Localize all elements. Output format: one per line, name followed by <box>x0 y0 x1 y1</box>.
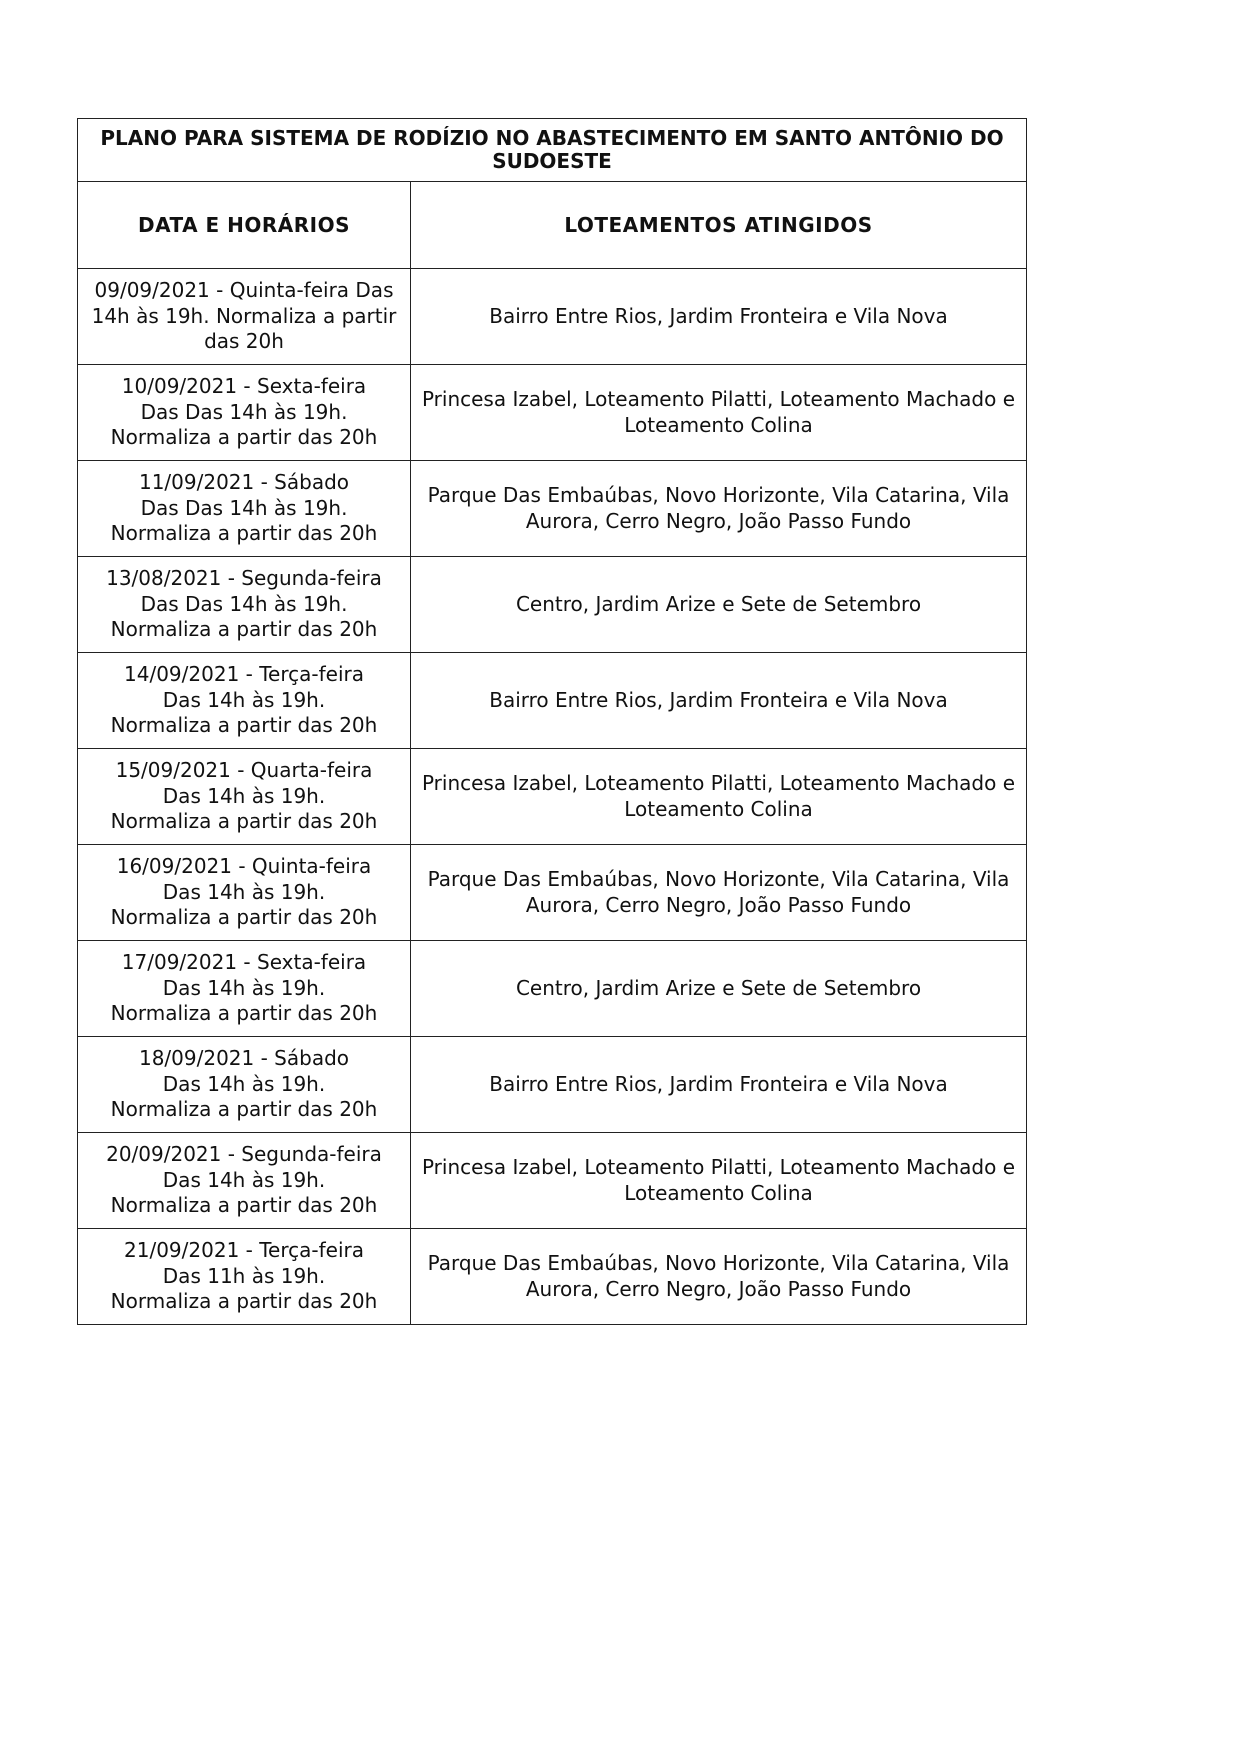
affected-areas-cell: Princesa Izabel, Loteamento Pilatti, Loteamento Machado e Loteamento Colina <box>411 1133 1027 1229</box>
affected-areas-cell: Bairro Entre Rios, Jardim Fronteira e Vila Nova <box>411 653 1027 749</box>
schedule-date-cell: 13/08/2021 - Segunda-feira Das Das 14h às 19h. Normaliza a partir das 20h <box>78 557 411 653</box>
schedule-date-cell: 18/09/2021 - Sábado Das 14h às 19h. Normaliza a partir das 20h <box>78 1037 411 1133</box>
schedule-date-cell: 20/09/2021 - Segunda-feira Das 14h às 19h. Normaliza a partir das 20h <box>78 1133 411 1229</box>
affected-areas-cell: Princesa Izabel, Loteamento Pilatti, Loteamento Machado e Loteamento Colina <box>411 365 1027 461</box>
table-row <box>78 1229 1027 1325</box>
schedule-table <box>77 118 1027 1325</box>
column-header-areas: LOTEAMENTOS ATINGIDOS <box>411 182 1027 269</box>
title-row <box>78 119 1027 182</box>
table-row <box>78 749 1027 845</box>
table-row <box>78 1133 1027 1229</box>
affected-areas-cell: Centro, Jardim Arize e Sete de Setembro <box>411 557 1027 653</box>
table-row <box>78 269 1027 365</box>
affected-areas-cell: Parque Das Embaúbas, Novo Horizonte, Vila Catarina, Vila Aurora, Cerro Negro, João Passo Fundo <box>411 1229 1027 1325</box>
table-row <box>78 461 1027 557</box>
schedule-date-cell: 11/09/2021 - Sábado Das Das 14h às 19h. Normaliza a partir das 20h <box>78 461 411 557</box>
schedule-date-cell: 14/09/2021 - Terça-feira Das 14h às 19h. Normaliza a partir das 20h <box>78 653 411 749</box>
affected-areas-cell: Centro, Jardim Arize e Sete de Setembro <box>411 941 1027 1037</box>
table-row <box>78 1037 1027 1133</box>
table-row <box>78 941 1027 1037</box>
schedule-date-cell: 17/09/2021 - Sexta-feira Das 14h às 19h. Normaliza a partir das 20h <box>78 941 411 1037</box>
affected-areas-cell: Princesa Izabel, Loteamento Pilatti, Loteamento Machado e Loteamento Colina <box>411 749 1027 845</box>
affected-areas-cell: Parque Das Embaúbas, Novo Horizonte, Vila Catarina, Vila Aurora, Cerro Negro, João Passo Fundo <box>411 461 1027 557</box>
header-row <box>78 182 1027 269</box>
affected-areas-cell: Parque Das Embaúbas, Novo Horizonte, Vila Catarina, Vila Aurora, Cerro Negro, João Passo Fundo <box>411 845 1027 941</box>
document-title: PLANO PARA SISTEMA DE RODÍZIO NO ABASTECIMENTO EM SANTO ANTÔNIO DO SUDOESTE <box>78 119 1027 182</box>
schedule-date-cell: 16/09/2021 - Quinta-feira Das 14h às 19h. Normaliza a partir das 20h <box>78 845 411 941</box>
affected-areas-cell: Bairro Entre Rios, Jardim Fronteira e Vila Nova <box>411 269 1027 365</box>
schedule-date-cell: 21/09/2021 - Terça-feira Das 11h às 19h. Normaliza a partir das 20h <box>78 1229 411 1325</box>
table-row <box>78 557 1027 653</box>
table-row <box>78 653 1027 749</box>
schedule-date-cell: 15/09/2021 - Quarta-feira Das 14h às 19h. Normaliza a partir das 20h <box>78 749 411 845</box>
schedule-date-cell: 09/09/2021 - Quinta-feira Das 14h às 19h. Normaliza a partir das 20h <box>78 269 411 365</box>
table-row <box>78 365 1027 461</box>
table-row <box>78 845 1027 941</box>
affected-areas-cell: Bairro Entre Rios, Jardim Fronteira e Vila Nova <box>411 1037 1027 1133</box>
column-header-date: DATA E HORÁRIOS <box>78 182 411 269</box>
schedule-table-body <box>78 119 1027 1325</box>
schedule-date-cell: 10/09/2021 - Sexta-feira Das Das 14h às 19h. Normaliza a partir das 20h <box>78 365 411 461</box>
